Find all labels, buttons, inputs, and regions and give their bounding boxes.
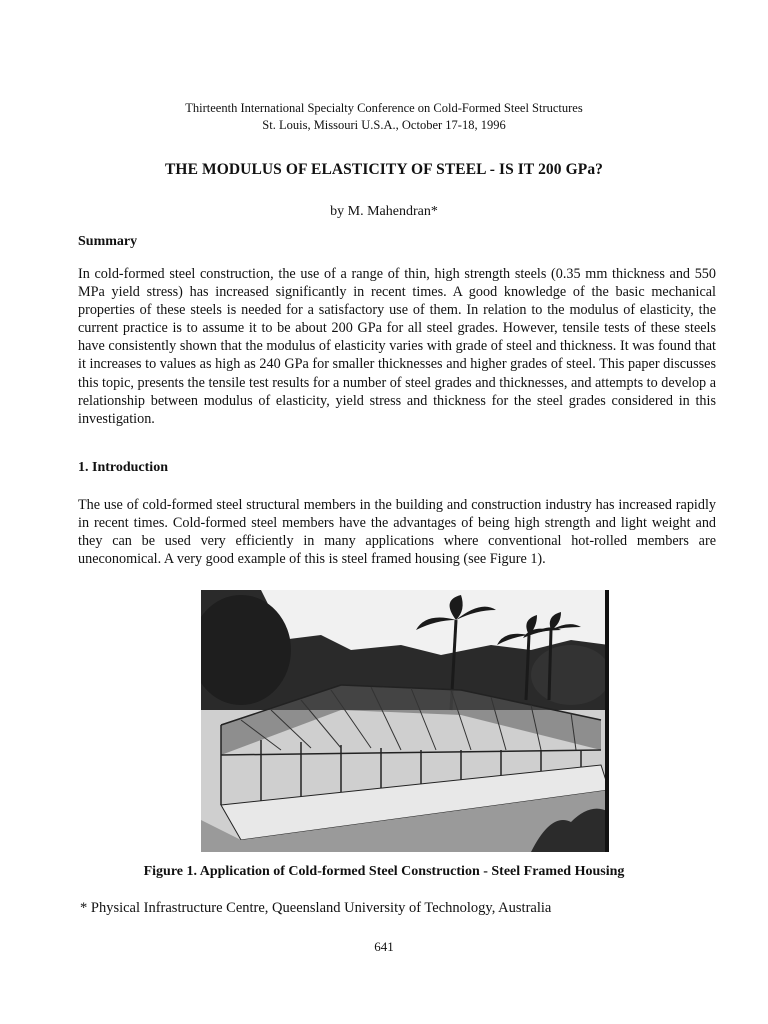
author-line: by M. Mahendran*	[330, 204, 438, 219]
introduction-paragraph: The use of cold-formed steel structural members in the building and construction industry has increased rapidly in recent times. Cold-formed steel members have the advantages of being high strength and light weight and they can be used very efficiently in many applications where conventional hot-rolled members are uneconomical. A very good example of this is steel framed housing (see Figure 1).	[78, 497, 716, 568]
summary-paragraph: In cold-formed steel construction, the use of a range of thin, high strength steels (0.35 mm thickness and 550 MPa yield stress) has increased significantly in recent times. A good knowledge of the basic mechanical properties of these steels is needed for a satisfactory use of them. In relation to the modulus of elasticity, the current practice is to assume it to be about 200 GPa for all steel grades. However, tensile tests of these steels have consistently shown that the modulus of elasticity varies with grade of steel and thickness. It was found that it increases to values as high as 240 GPa for smaller thicknesses and higher grades of steel. This paper discusses this topic, presents the tensile test results for a number of steel grades and thicknesses, and attempts to develop a relationship between modulus of elasticity, yield stress and thickness for the steel grades considered in this investigation.	[78, 266, 716, 427]
conference-line-1: Thirteenth International Specialty Conference on Cold-Formed Steel Structures	[185, 101, 583, 115]
paper-title: THE MODULUS OF ELASTICITY OF STEEL - IS IT 200 GPa?	[164, 161, 604, 178]
page-number: 641	[374, 939, 394, 954]
introduction-heading: 1. Introduction	[78, 460, 168, 475]
summary-heading: Summary	[78, 234, 138, 249]
figure-1-caption: Figure 1. Application of Cold-formed Steel Construction - Steel Framed Housing	[143, 864, 625, 879]
author-affiliation-footnote: * Physical Infrastructure Centre, Queensland University of Technology, Australia	[80, 900, 552, 916]
conference-line-2: St. Louis, Missouri U.S.A., October 17-18, 1996	[262, 118, 506, 132]
figure-1-photo	[201, 590, 609, 852]
